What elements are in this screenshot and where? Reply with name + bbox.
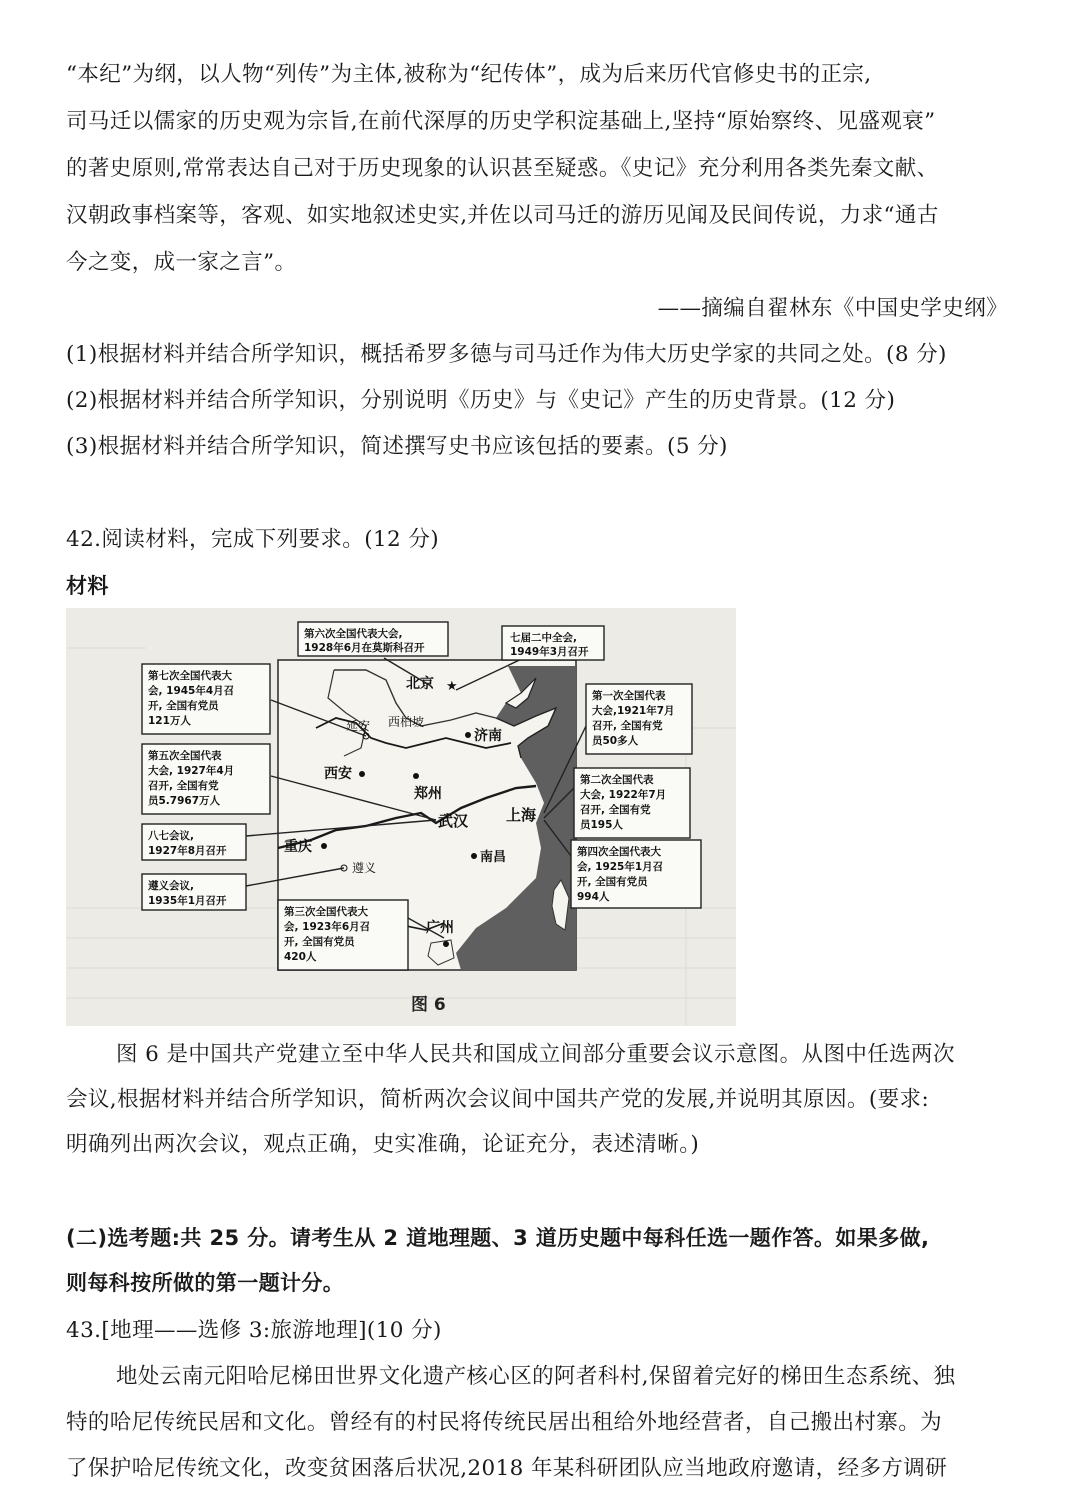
- svg-text:西柏坡: 西柏坡: [388, 715, 425, 729]
- svg-text:员50多人: 员50多人: [592, 735, 639, 747]
- svg-text:1949年3月召开: 1949年3月召开: [510, 646, 589, 658]
- box-seventh-congress: [142, 664, 270, 734]
- svg-text:重庆: 重庆: [284, 839, 312, 855]
- question-43-text: 地处云南元阳哈尼梯田世界文化遗产核心区的阿者科村,保留着完好的梯田生态系统、独: [116, 1364, 956, 1389]
- svg-text:召开, 全国有党: 召开, 全国有党: [148, 780, 219, 792]
- figure-description: 图 6 是中国共产党建立至中华人民共和国成立间部分重要会议示意图。从图中任选两次: [116, 1042, 955, 1067]
- svg-text:北京: 北京: [406, 676, 434, 692]
- city-wuhan: [438, 812, 469, 830]
- svg-text:第三次全国代表大: 第三次全国代表大: [284, 906, 368, 918]
- svg-text:第四次全国代表大: 第四次全国代表大: [577, 846, 661, 858]
- figure-description: 明确列出两次会议，观点正确，史实准确，论证充分，表述清晰。): [66, 1132, 700, 1157]
- svg-text:济南: 济南: [474, 728, 502, 744]
- svg-text:遵义: 遵义: [352, 861, 377, 875]
- figure-caption: 图 6: [411, 995, 446, 1015]
- svg-text:第五次全国代表: 第五次全国代表: [148, 750, 222, 762]
- svg-text:武汉: 武汉: [438, 812, 469, 830]
- svg-text:遵义会议,: 遵义会议,: [148, 880, 194, 892]
- svg-text:会, 1925年1月召: 会, 1925年1月召: [577, 861, 664, 873]
- question-41-part-2: (2)根据材料并结合所学知识，分别说明《历史》与《史记》产生的历史背景。(12 分): [66, 388, 896, 413]
- svg-text:七届二中全会,: 七届二中全会,: [510, 632, 577, 644]
- passage-line: “本纪”为纲，以人物“列传”为主体,被称为“纪传体”，成为后来历代官修史书的正宗,: [66, 62, 872, 87]
- box-august-seventh-meeting: [142, 824, 246, 860]
- svg-text:郑州: 郑州: [414, 786, 442, 802]
- svg-text:开, 全国有党员: 开, 全国有党员: [148, 700, 219, 712]
- svg-text:420人: 420人: [284, 951, 317, 963]
- map-svg: [66, 608, 736, 1026]
- passage-line: 的著史原则,常常表达自己对于历史现象的认识甚至疑惑。《史记》充分利用各类先秦文献、: [66, 156, 939, 181]
- svg-text:召开, 全国有党: 召开, 全国有党: [580, 804, 651, 816]
- svg-text:121万人: 121万人: [148, 715, 191, 727]
- svg-text:员5.7967万人: 员5.7967万人: [148, 795, 221, 807]
- svg-text:大会, 1927年4月: 大会, 1927年4月: [148, 765, 235, 777]
- box-zunyi-meeting: [142, 874, 246, 910]
- passage-line: 今之变，成一家之言”。: [66, 250, 297, 275]
- svg-text:★: ★: [446, 679, 458, 694]
- svg-text:南昌: 南昌: [480, 850, 507, 865]
- svg-text:延安: 延安: [346, 719, 371, 733]
- material-label: 材料: [66, 574, 109, 598]
- passage-source: ——摘编自翟林东《中国史学史纲》: [657, 296, 1008, 321]
- svg-text:第二次全国代表: 第二次全国代表: [580, 774, 654, 786]
- svg-text:西安: 西安: [324, 766, 352, 782]
- figure-6-map: [66, 608, 736, 1026]
- question-43-text: 特的哈尼传统民居和文化。曾经有的村民将传统民居出租给外地经营者，自己搬出村寨。为: [66, 1410, 943, 1435]
- box-fourth-congress: [571, 840, 701, 908]
- svg-text:1935年1月召开: 1935年1月召开: [148, 895, 227, 907]
- question-42-title: 42.阅读材料，完成下列要求。(12 分): [66, 527, 440, 552]
- box-seventh-second-plenum: [502, 626, 604, 660]
- svg-text:开, 全国有党员: 开, 全国有党员: [284, 936, 355, 948]
- section-2-heading: 则每科按所做的第一题计分。: [66, 1271, 345, 1295]
- section-2-heading: (二)选考题:共 25 分。请考生从 2 道地理题、3 道历史题中每科任选一题作答。如果多做,: [66, 1226, 930, 1250]
- question-41-part-3: (3)根据材料并结合所学知识，简述撰写史书应该包括的要素。(5 分): [66, 434, 728, 459]
- svg-text:1928年6月在莫斯科召开: 1928年6月在莫斯科召开: [304, 642, 425, 654]
- svg-text:994人: 994人: [577, 891, 610, 903]
- svg-text:第七次全国代表大: 第七次全国代表大: [148, 670, 232, 682]
- svg-text:上海: 上海: [506, 806, 537, 824]
- svg-text:员195人: 员195人: [580, 819, 623, 831]
- question-43-title: 43.[地理——选修 3:旅游地理](10 分): [66, 1318, 442, 1343]
- svg-text:会, 1923年6月召: 会, 1923年6月召: [284, 921, 371, 933]
- svg-text:大会, 1922年7月: 大会, 1922年7月: [580, 789, 667, 801]
- box-sixth-congress: [298, 622, 448, 656]
- svg-text:会, 1945年4月召: 会, 1945年4月召: [148, 685, 235, 697]
- svg-text:大会,1921年7月: 大会,1921年7月: [592, 705, 675, 717]
- question-41-part-1: (1)根据材料并结合所学知识，概括希罗多德与司马迁作为伟大历史学家的共同之处。(8 分): [66, 342, 947, 367]
- svg-text:广州: 广州: [426, 920, 454, 936]
- question-43-text: 了保护哈尼传统文化，改变贫困落后状况,2018 年某科研团队应当地政府邀请，经多方调研: [66, 1456, 948, 1481]
- svg-text:第一次全国代表: 第一次全国代表: [592, 690, 666, 702]
- box-fifth-congress: [142, 744, 270, 814]
- svg-text:第六次全国代表大会,: 第六次全国代表大会,: [304, 628, 403, 640]
- box-third-congress: [278, 900, 408, 970]
- city-shanghai: [506, 806, 537, 824]
- box-first-congress: [586, 684, 692, 754]
- box-second-congress: [574, 768, 690, 838]
- city-xibaipo: [388, 714, 424, 729]
- svg-text:开, 全国有党员: 开, 全国有党员: [577, 876, 648, 888]
- svg-text:1927年8月召开: 1927年8月召开: [148, 845, 227, 857]
- svg-text:八七会议,: 八七会议,: [148, 830, 194, 842]
- figure-description: 会议,根据材料并结合所学知识，简析两次会议间中国共产党的发展,并说明其原因。(要求:: [66, 1087, 930, 1112]
- passage-line: 汉朝政事档案等，客观、如实地叙述史实,并佐以司马迁的游历见闻及民间传说，力求“通古: [66, 203, 939, 228]
- passage-line: 司马迁以儒家的历史观为宗旨,在前代深厚的历史学积淀基础上,坚持“原始察终、见盛观衰”: [66, 109, 936, 134]
- svg-text:召开, 全国有党: 召开, 全国有党: [592, 720, 663, 732]
